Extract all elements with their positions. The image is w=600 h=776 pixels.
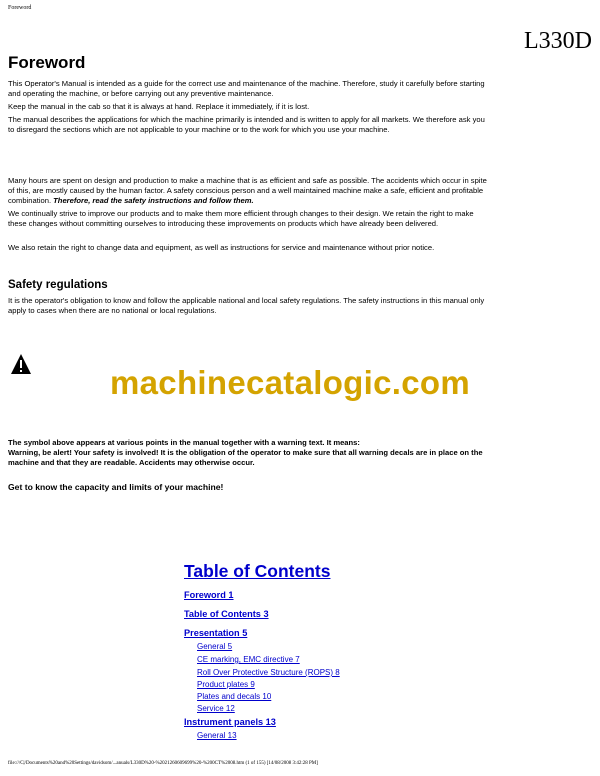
page-title: Foreword <box>8 53 86 72</box>
foreword-paragraph-3: The manual describes the applications for which the machine primarily is intended and is written to apply for all markets. We therefore ask you to disregard the sections which are not applicable to your machine or to the work for which you use your machine. <box>8 115 485 134</box>
toc-link-foreword[interactable]: Foreword 1 <box>184 590 234 600</box>
page-footer: file:///C|/Documents%20and%20Settings/davidsom/...anuals/L330D%20-%2021260609699%20-%200CT%2008.htm (1 of 155) [14/08/2008 3:42:28 PM] <box>8 761 318 766</box>
foreword-paragraph-6: We also retain the right to change data and equipment, as well as instructions for service and maintenance without prior notice. <box>8 243 435 252</box>
warning-triangle-icon <box>10 353 32 375</box>
foreword-paragraph-4-text: Many hours are spent on design and production to make a machine that is as efficient and safe as possible. The accidents which occur in spite of this, are mostly caused by the human factor. A safety conscious person and a well maintained machine make a safe, efficient and profitable combination. <box>8 176 487 205</box>
document-header-title: Foreword <box>8 5 32 11</box>
symbol-explanation: The symbol above appears at various points in the manual together with a warning text. It means: <box>8 438 360 447</box>
toc-sublink[interactable]: CE marking, EMC directive 7 <box>197 655 300 664</box>
toc-sublink[interactable]: Plates and decals 10 <box>197 692 272 701</box>
foreword-paragraph-5: We continually strive to improve our products and to make them more efficient through changes to their design. We retain the right to make these changes without committing ourselves to introducing these improvements on products which have already been delivered. <box>8 209 474 228</box>
toc-link-table-of-contents[interactable]: Table of Contents 3 <box>184 609 269 619</box>
foreword-paragraph-4 <box>8 176 488 206</box>
capacity-note: Get to know the capacity and limits of your machine! <box>8 482 224 492</box>
toc-sublink[interactable]: General 5 <box>197 642 233 651</box>
symbol-warning-text: Warning, be alert! Your safety is involved! It is the obligation of the operator to make sure that all warning decals are in place on the machine and that they are readable. Accidents may otherwise occur. <box>8 448 483 467</box>
safety-paragraph: It is the operator's obligation to know and follow the applicable national and local safety regulations. The safety instructions in this manual only apply to cases when there are no national or local regulations. <box>8 296 485 315</box>
foreword-paragraph-1: This Operator's Manual is intended as a guide for the correct use and maintenance of the machine. Therefore, study it carefully before starting and operating the machine, or before carrying out any preventive maintenance. <box>8 79 485 98</box>
toc-link-presentation[interactable]: Presentation 5 <box>184 628 248 638</box>
toc-sublink[interactable]: General 13 <box>197 731 237 740</box>
safety-emphasis: Therefore, read the safety instructions and follow them. <box>53 195 254 205</box>
foreword-paragraph-2: Keep the manual in the cab so that it is always at hand. Replace it immediately, if it is lost. <box>8 102 310 111</box>
safety-heading: Safety regulations <box>8 279 108 291</box>
toc-title[interactable]: Table of Contents <box>184 561 331 581</box>
toc-sublink[interactable]: Roll Over Protective Structure (ROPS) 8 <box>197 668 340 677</box>
toc-sublink[interactable]: Product plates 9 <box>197 680 255 689</box>
watermark: machinecatalogic.com <box>110 364 470 401</box>
machine-model: L330D <box>524 28 592 54</box>
toc-link-instrument-panels[interactable]: Instrument panels 13 <box>184 717 276 727</box>
toc-sublink[interactable]: Service 12 <box>197 704 235 713</box>
